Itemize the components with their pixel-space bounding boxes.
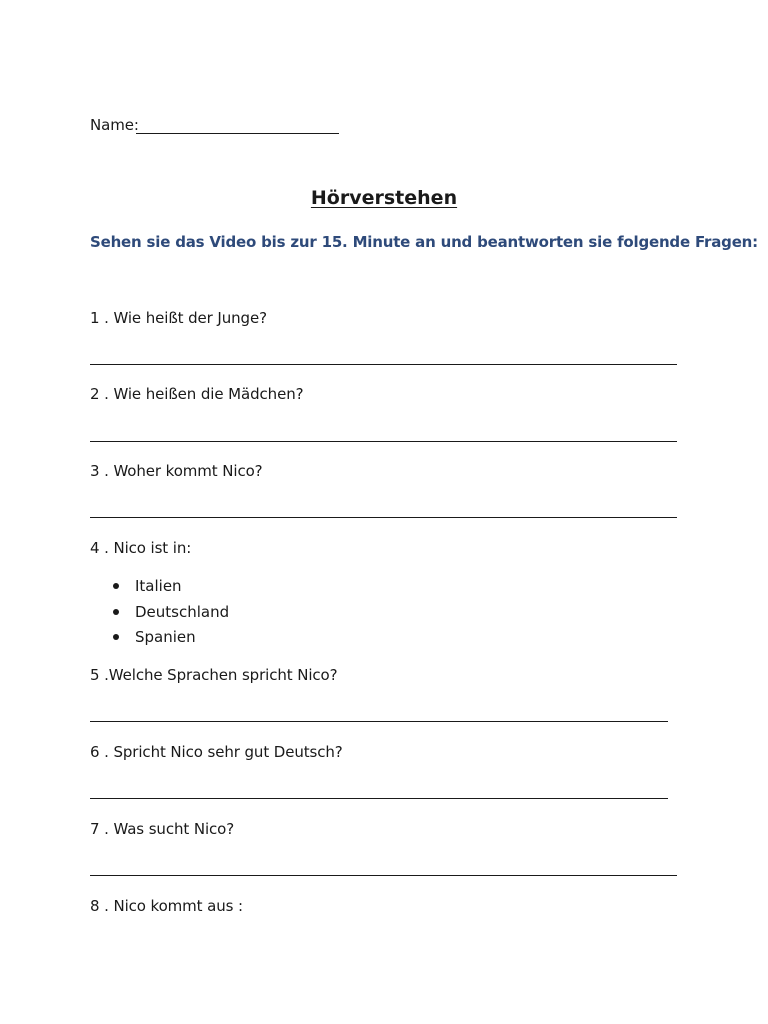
name-field-line[interactable] [136,133,339,134]
bullet-icon [113,634,119,640]
question-7: 7 . Was sucht Nico? [90,820,235,838]
option-item [90,627,229,653]
answer-line-7[interactable] [90,875,677,876]
question-4: 4 . Nico ist in: [90,539,192,557]
question-3: 3 . Woher kommt Nico? [90,462,263,480]
question-8: 8 . Nico kommt aus : [90,897,243,915]
question-2: 2 . Wie heißen die Mädchen? [90,385,304,403]
name-label: Name: [90,116,139,134]
answer-line-3[interactable] [90,517,677,518]
answer-line-5[interactable] [90,721,668,722]
option-item [90,602,229,628]
instruction-text: Sehen sie das Video bis zur 15. Minute an und beantworten sie folgende Fragen: [90,233,758,251]
question-5: 5 .Welche Sprachen spricht Nico? [90,666,338,684]
answer-line-2[interactable] [90,441,677,442]
answer-line-6[interactable] [90,798,668,799]
bullet-icon [113,609,119,615]
option-item [90,576,229,602]
option-label: Italien [135,577,182,595]
question-1: 1 . Wie heißt der Junge? [90,309,267,327]
option-label: Spanien [135,628,196,646]
worksheet-title: Hörverstehen [310,187,458,209]
question-4-options [90,576,229,653]
option-label: Deutschland [135,602,230,621]
question-6: 6 . Spricht Nico sehr gut Deutsch? [90,743,343,761]
answer-line-1[interactable] [90,364,677,365]
bullet-icon [113,583,119,589]
